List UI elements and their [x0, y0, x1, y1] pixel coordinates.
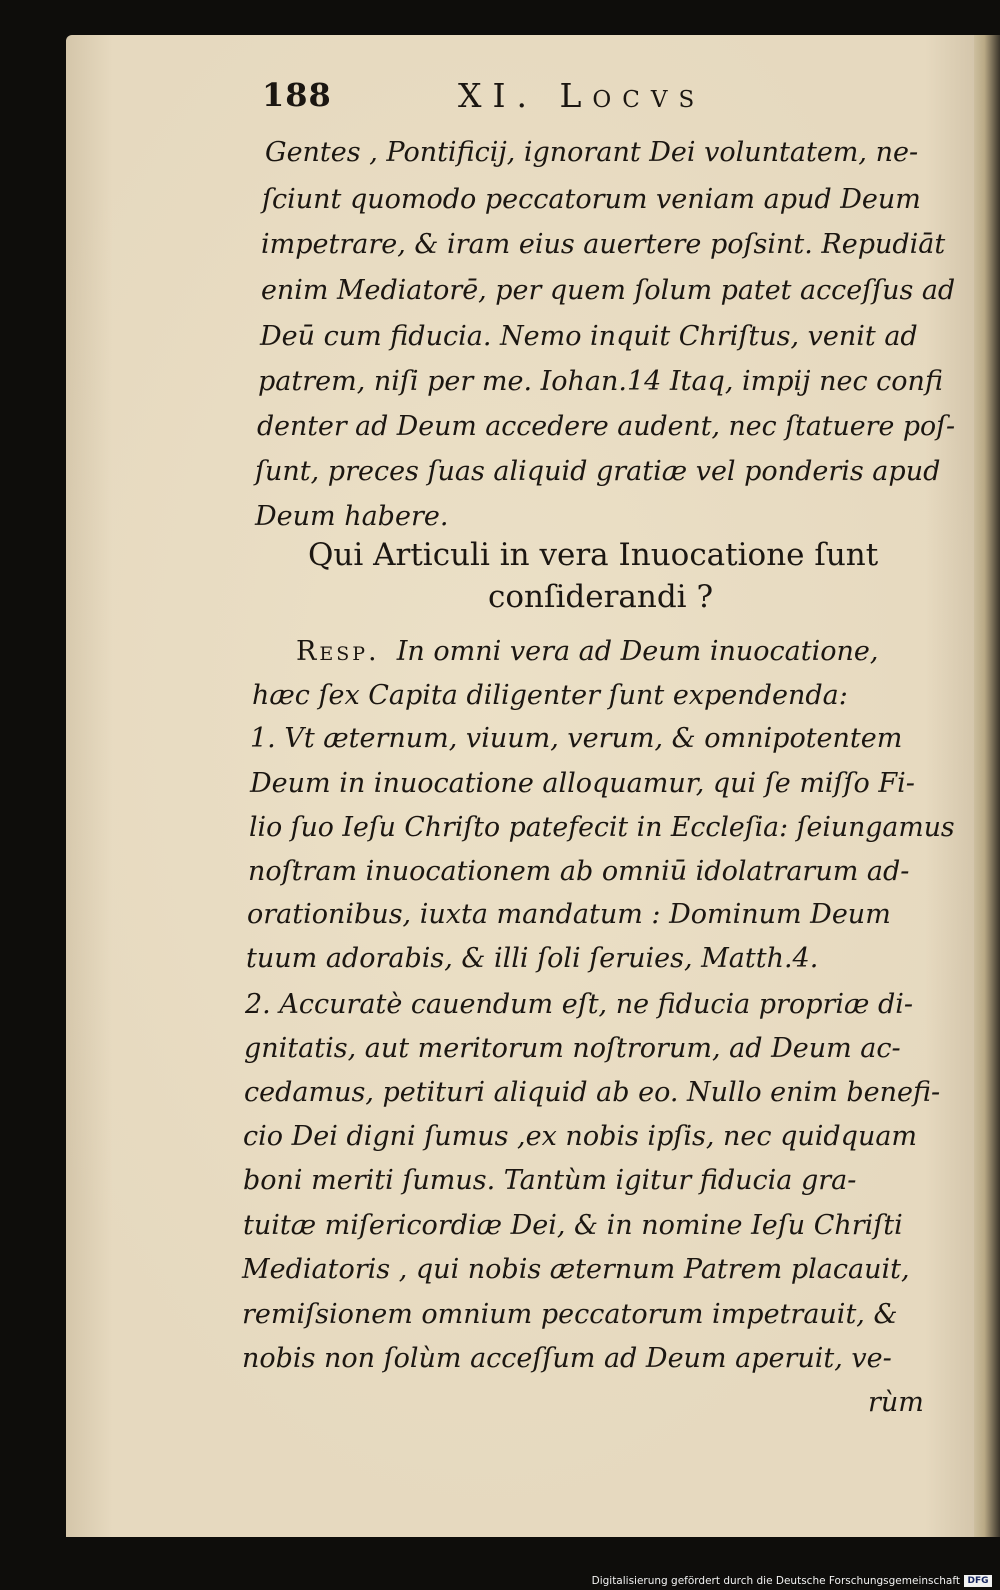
text-line: 1. Vt æternum, viuum, verum, & omnipotentem [250, 723, 903, 754]
running-title: XI. Locvs [458, 76, 706, 115]
text-line: lio ſuo Ieſu Chriſto patefecit in Eccleſia: ſeiungamus [249, 812, 955, 843]
text-line: gnitatis, aut meritorum noſtrorum, ad Deum ac- [244, 1033, 901, 1064]
text-line: 2. Accuratè cauendum eſt, ne fiducia propriæ di- [245, 989, 914, 1020]
text-line: ſunt, preces ſuas aliquid gratiæ vel ponderis apud [255, 456, 941, 487]
text-line: cedamus, petituri aliquid ab eo. Nullo enim benefi- [244, 1077, 941, 1108]
text-line: enim Mediatorē, per quem ſolum patet acceſſus ad [261, 275, 956, 306]
answer-first-line [296, 633, 878, 671]
funding-credit: Digitalisierung gefördert durch die Deutsche Forschungsgemeinschaft [591, 1575, 960, 1587]
text-line: patrem, niſi per me. Iohan.14 Itaq, impij nec confi [258, 366, 943, 397]
text-line: denter ad Deum accedere audent, nec ſtatuere poſ- [257, 411, 956, 442]
text-line: orationibus, iuxta mandatum : Dominum Deum [247, 899, 891, 930]
text-line: Deum in inuocatione alloquamur, qui ſe miſſo Fi- [250, 768, 915, 799]
text-line: cio Dei digni ſumus ,ex nobis ipſis, nec quidquam [243, 1121, 918, 1152]
text-line: In omni vera ad Deum inuocatione, [396, 636, 879, 667]
catchword: rùm [868, 1387, 924, 1418]
text-line: Deū cum fiducia. Nemo inquit Chriſtus, venit ad [260, 321, 918, 352]
text-line: Mediatoris , qui nobis æternum Patrem placauit, [242, 1254, 910, 1285]
text-line: boni meriti ſumus. Tantùm igitur fiducia gra- [243, 1165, 857, 1196]
heading-line: Qui Articuli in vera Inuocatione ſunt [308, 537, 879, 573]
text-line: noſtram inuocationem ab omniū idolatrarum ad- [248, 856, 910, 887]
text-line: tuum adorabis, & illi ſoli ſeruies, Matth.4. [246, 943, 819, 974]
running-header [262, 76, 782, 124]
resp-label: Resp. [296, 636, 380, 667]
text-line: remiſsionem omnium peccatorum impetrauit, & [242, 1299, 898, 1330]
text-line: Deum habere. [255, 501, 449, 532]
text-line: ſciunt quomodo peccatorum veniam apud Deum [262, 184, 921, 215]
text-line: Gentes , Pontificij, ignorant Dei voluntatem, ne- [265, 137, 919, 168]
text-line: tuitæ miſericordiæ Dei, & in nomine Ieſu Chriſti [243, 1210, 903, 1241]
page-edge [974, 35, 1000, 1537]
page-number: 188 [262, 76, 332, 114]
text-line: impetrare, & iram eius auertere poſsint. Repudiāt [261, 229, 946, 260]
dfg-logo: DFG [964, 1575, 992, 1587]
text-line: nobis non ſolùm acceſſum ad Deum aperuit, ve- [242, 1343, 892, 1374]
digitization-footer [0, 1570, 1000, 1590]
heading-line: conſiderandi ? [488, 579, 714, 615]
text-line: hæc ſex Capita diligenter ſunt expendenda: [252, 680, 848, 711]
